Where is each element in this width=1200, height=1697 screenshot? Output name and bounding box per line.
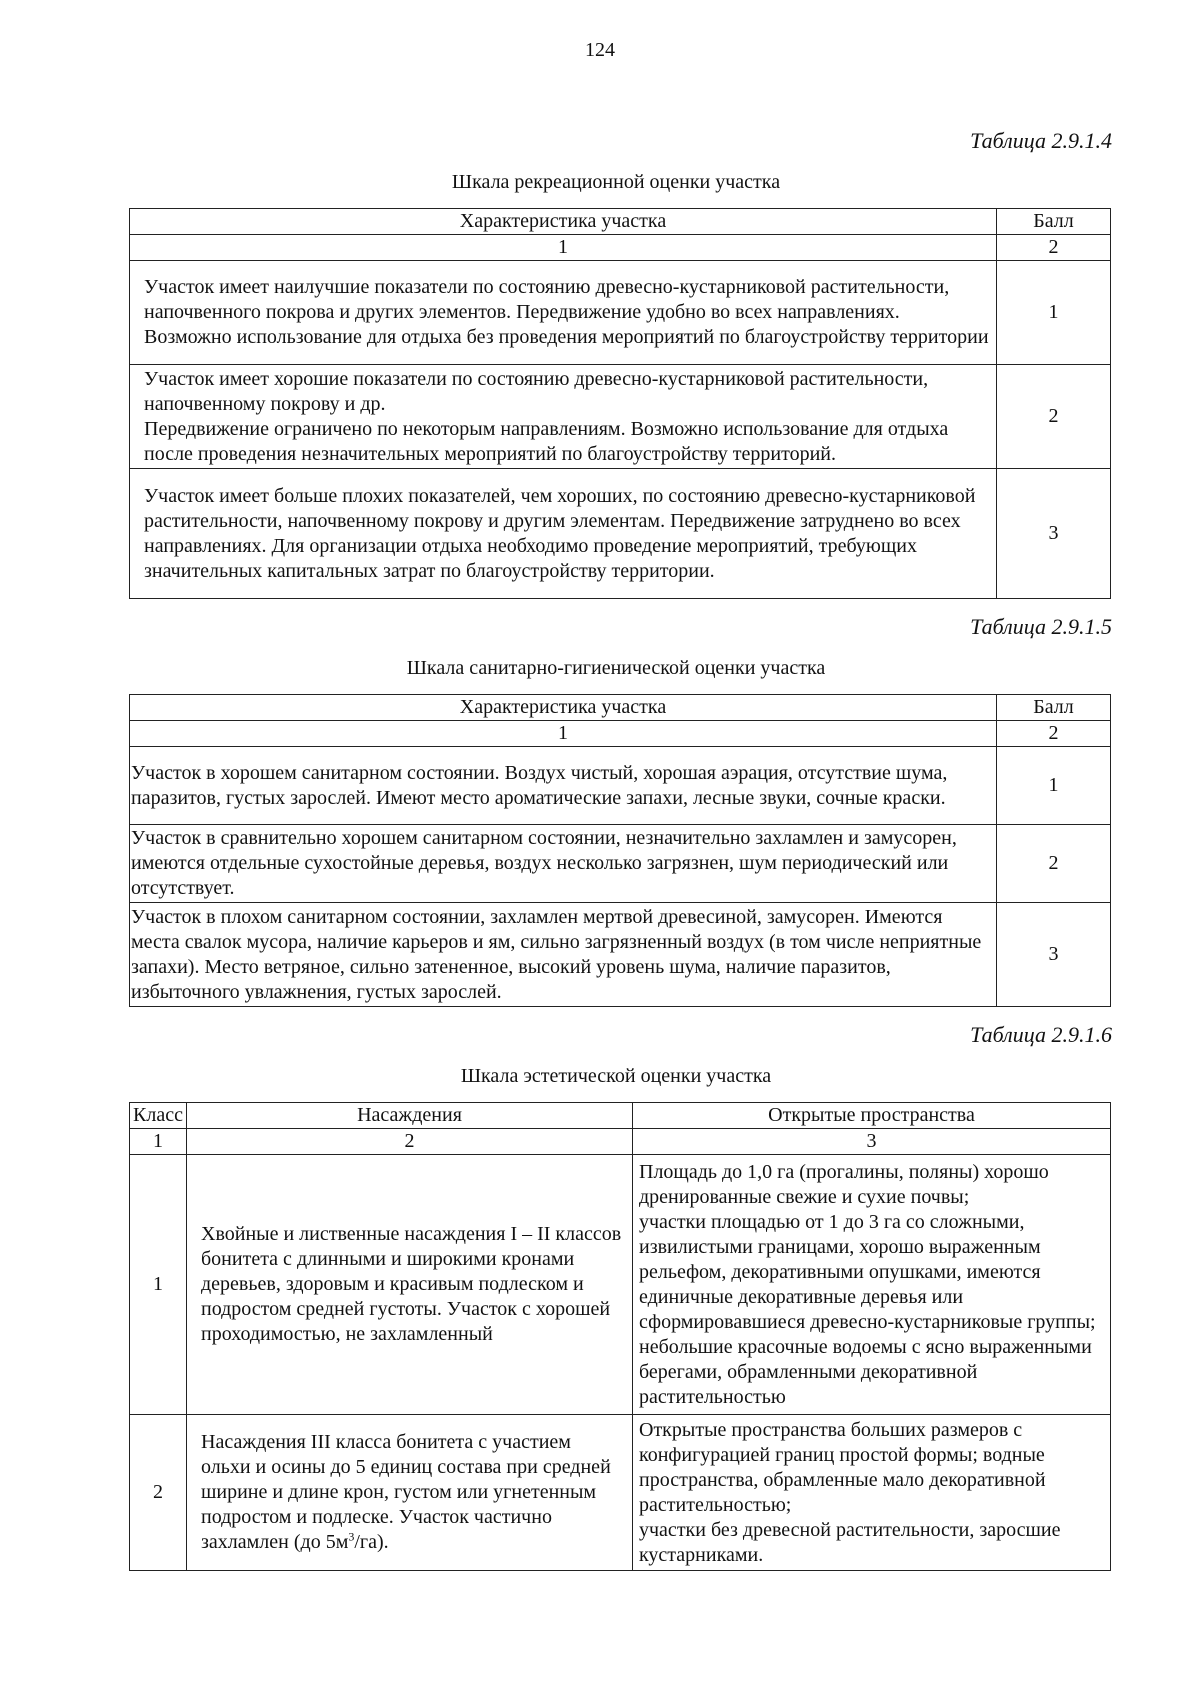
table-caption: Таблица 2.9.1.5 bbox=[970, 614, 1112, 639]
table-cell-characteristic bbox=[130, 365, 997, 469]
column-header: Балл bbox=[997, 695, 1111, 721]
open-spaces-line: Площадь до 1,0 га (прогалины, поляны) хорошо дренированные свежие и сухие почвы; bbox=[639, 1160, 1049, 1208]
recreation-score-table bbox=[129, 208, 1111, 599]
column-header: Класс bbox=[130, 1103, 187, 1129]
open-spaces-line: Открытые пространства больших размеров с конфигурацией границ простой формы; водные пространства, обрамленные мало декоративной растительностью; bbox=[639, 1418, 1046, 1516]
plantings-text-end: /га). bbox=[354, 1531, 389, 1553]
column-number: 2 bbox=[187, 1129, 633, 1155]
table-cell-score: 1 bbox=[997, 747, 1111, 825]
column-number: 3 bbox=[633, 1129, 1111, 1155]
column-number: 2 bbox=[997, 235, 1111, 261]
table-cell-score: 3 bbox=[997, 469, 1111, 599]
table-cell-characteristic: Участок в сравнительно хорошем санитарном состоянии, незначительно захламлен и замусорен, имеются отдельные сухостойные деревья, воздух несколько загрязнен, шум периодический или отсутствует. bbox=[130, 825, 997, 903]
table-title: Шкала рекреационной оценки участка bbox=[451, 171, 781, 193]
column-header: Характеристика участка bbox=[130, 695, 997, 721]
column-number: 1 bbox=[130, 235, 997, 261]
sanitary-score-table bbox=[129, 694, 1111, 1007]
column-header: Балл bbox=[997, 209, 1111, 235]
column-header: Насаждения bbox=[187, 1103, 633, 1129]
open-spaces-line: участки без древесной растительности, заросшие кустарниками. bbox=[639, 1518, 1061, 1566]
table-cell-open-spaces bbox=[633, 1415, 1111, 1571]
aesthetic-score-table bbox=[129, 1102, 1111, 1571]
table-cell-plantings: Хвойные и лиственные насаждения I – II классов бонитета с длинными и широкими кронами деревьев, здоровым и красивым подлеском и подростом средней густоты. Участок с хорошей проходимостью, не захламленный bbox=[187, 1155, 633, 1415]
table-cell-characteristic: Участок имеет больше плохих показателей, чем хороших, по состоянию древесно-кустарниковой растительности, напочвенному покрову и другим элементам. Передвижение затруднено во всех направлениях. Для организации отдыха необходимо проведение мероприятий, требующих значительных капитальных затрат по благоустройству территории. bbox=[130, 469, 997, 599]
superscript: 3 bbox=[348, 1529, 355, 1544]
table-cell-characteristic: Участок в хорошем санитарном состоянии. Воздух чистый, хорошая аэрация, отсутствие шума, паразитов, густых зарослей. Имеют место ароматические запахи, лесные звуки, сочные краски. bbox=[130, 747, 997, 825]
column-number: 1 bbox=[130, 721, 997, 747]
table-cell-class: 2 bbox=[130, 1415, 187, 1571]
table-cell-score: 2 bbox=[997, 365, 1111, 469]
table-title: Шкала эстетической оценки участка bbox=[460, 1065, 772, 1087]
table-cell-characteristic: Участок в плохом санитарном состоянии, захламлен мертвой древесиной, замусорен. Имеются места свалок мусора, наличие карьеров и ям, сильно загрязненный воздух (в том числе неприятные запахи). Место ветряное, сильно затененное, высокий уровень шума, наличие паразитов, избыточного увлажнения, густых зарослей. bbox=[130, 903, 997, 1007]
table-cell-score: 2 bbox=[997, 825, 1111, 903]
column-header: Открытые пространства bbox=[633, 1103, 1111, 1129]
column-number: 2 bbox=[997, 721, 1111, 747]
table-cell-class: 1 bbox=[130, 1155, 187, 1415]
characteristic-line: Участок имеет хорошие показатели по состоянию древесно-кустарниковой растительности, напочвенному покрову и др. bbox=[144, 367, 929, 415]
table-cell-characteristic: Участок имеет наилучшие показатели по состоянию древесно-кустарниковой растительности, напочвенного покрова и других элементов. Передвижение удобно во всех направлениях. Возможно использование для отдыха без проведения мероприятий по благоустройству территории bbox=[130, 261, 997, 365]
column-number: 1 bbox=[130, 1129, 187, 1155]
table-cell-score: 3 bbox=[997, 903, 1111, 1007]
table-title: Шкала санитарно-гигиенической оценки участка bbox=[406, 657, 826, 679]
characteristic-line: Передвижение ограничено по некоторым направлениям. Возможно использование для отдыха после проведения незначительных мероприятий по благоустройству территорий. bbox=[144, 417, 949, 465]
table-cell-plantings bbox=[187, 1415, 633, 1571]
table-caption: Таблица 2.9.1.6 bbox=[970, 1022, 1112, 1047]
plantings-text: Насаждения III класса бонитета с участием ольхи и осины до 5 единиц состава при средней ширине и длине крон, густом или угнетенным подростом и подлеске. Участок частично захламлен (до 5м bbox=[201, 1431, 611, 1553]
open-spaces-line: участки площадью от 1 до 3 га со сложными, извилистыми границами, хорошо выраженным рельефом, декоративными опушками, имеются единичные декоративные деревья или сформировавшиеся древесно-кустарниковые группы; небольшие красочные водоемы с ясно выраженными берегами, обрамленными декоративной растительностью bbox=[639, 1210, 1096, 1408]
table-cell-score: 1 bbox=[997, 261, 1111, 365]
table-cell-open-spaces bbox=[633, 1155, 1111, 1415]
table-caption: Таблица 2.9.1.4 bbox=[970, 128, 1112, 153]
column-header: Характеристика участка bbox=[130, 209, 997, 235]
page-number: 124 bbox=[585, 39, 615, 61]
